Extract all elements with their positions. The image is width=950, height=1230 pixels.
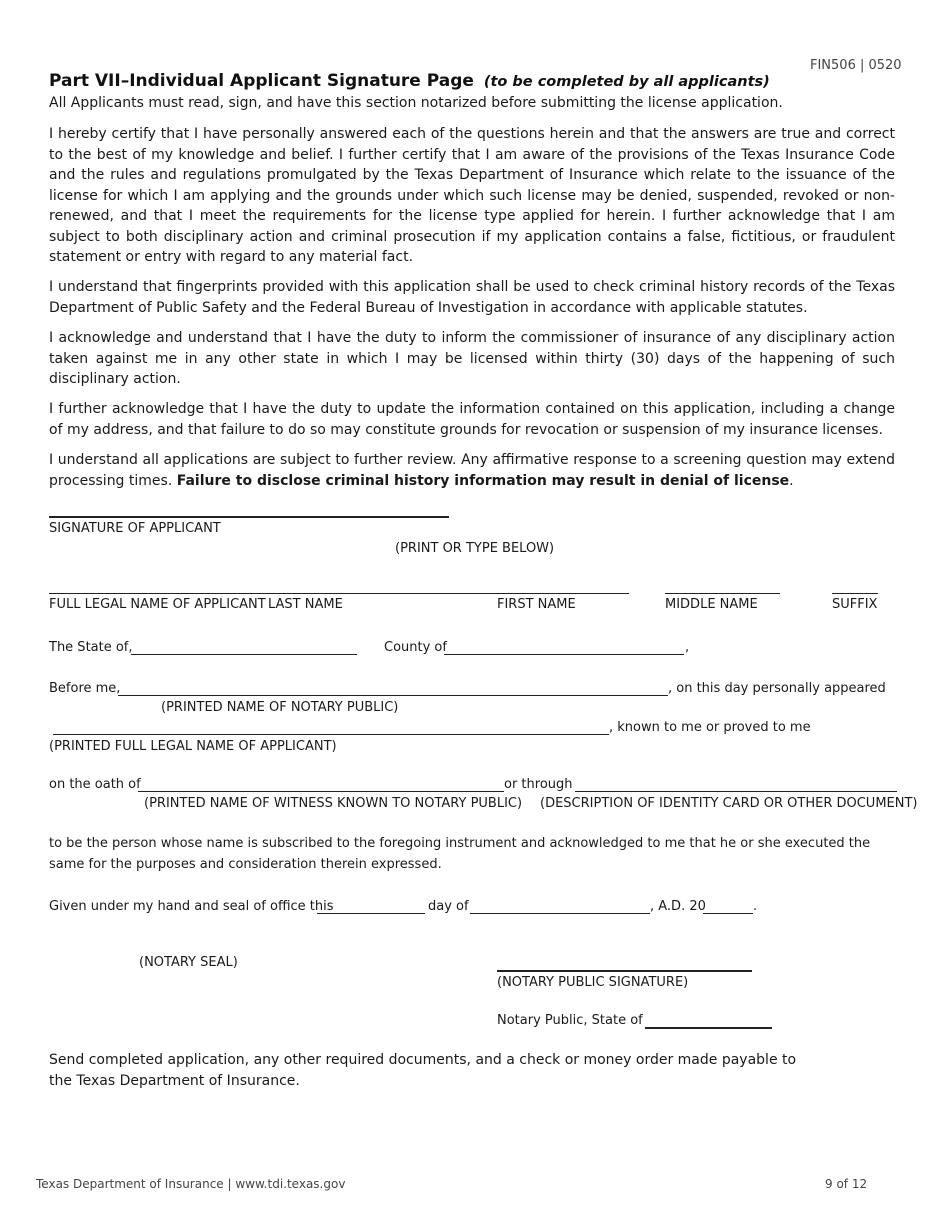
notary-signature-line[interactable] <box>497 970 752 972</box>
before-me-label: Before me, <box>49 681 121 696</box>
identity-document-line[interactable] <box>575 791 897 792</box>
applicant-printed-name-line[interactable] <box>53 734 609 735</box>
intro-text: All Applicants must read, sign, and have this section notarized before submitting the license application. <box>49 95 783 111</box>
appeared-text: , on this day personally appeared <box>668 681 886 696</box>
id-caption: (DESCRIPTION OF IDENTITY CARD OR OTHER DOCUMENT) <box>540 796 918 811</box>
paragraph-update: I further acknowledge that I have the duty to update the information contained on this application, including a change of my address, and that failure to do so may constitute grounds for revocation or suspension of my insurance licenses. <box>49 401 895 438</box>
page-title <box>49 71 770 91</box>
county-comma: , <box>685 640 690 655</box>
title-subtitle: (to be completed by all applicants) <box>483 74 770 90</box>
page-number: 9 of 12 <box>825 1177 868 1191</box>
notary-seal-label: (NOTARY SEAL) <box>139 955 238 970</box>
notary-signature-caption: (NOTARY PUBLIC SIGNATURE) <box>497 975 689 990</box>
paragraph-certify: I hereby certify that I have personally answered each of the questions herein and that the answers are true and correct to the best of my knowledge and belief. I further certify that I am aware of the provisions of the Texas Insurance Code and the rules and regulations promulgated by the Texas Department of Insurance which relate to the issuance of the license for which I am applying and the grounds under which such license may be denied, suspended, revoked or non-renewed, and that I meet the requirements for the license type applied for herein. I further acknowledge that I am subject to both disciplinary action and criminal prosecution if my application contains a false, fictitious, or fraudulent statement or entry with regard to any material fact. <box>49 126 895 265</box>
subscribed-text: to be the person whose name is subscribed to the foregoing instrument and acknowledged to me that he or she executed the same for the purposes and consideration therein expressed. <box>49 836 871 872</box>
or-through-label: or through <box>504 777 573 792</box>
day-of-text: day of <box>428 899 469 914</box>
given-text: Given under my hand and seal of office this <box>49 899 334 914</box>
paragraph-review <box>49 450 895 491</box>
middle-name-line[interactable] <box>665 593 780 594</box>
notary-name-line[interactable] <box>118 695 668 696</box>
witness-caption: (PRINTED NAME OF WITNESS KNOWN TO NOTARY PUBLIC) <box>144 796 523 811</box>
day-line[interactable] <box>317 913 425 914</box>
known-text: , known to me or proved to me <box>609 720 811 735</box>
first-name-label: FIRST NAME <box>497 597 576 612</box>
print-note: (PRINT OR TYPE BELOW) <box>395 541 555 556</box>
year-line[interactable] <box>703 913 753 914</box>
review-end: . <box>789 472 794 489</box>
name-label: FULL LEGAL NAME OF APPLICANT <box>49 597 266 612</box>
closing-text: Send completed application, any other required documents, and a check or money order made payable to the Texas Department of Insurance. <box>49 1052 797 1089</box>
form-id: FIN506 | 0520 <box>810 58 902 73</box>
applicant-signature-line[interactable] <box>49 516 449 518</box>
printed-applicant-caption: (PRINTED FULL LEGAL NAME OF APPLICANT) <box>49 739 337 754</box>
signature-label: SIGNATURE OF APPLICANT <box>49 521 221 536</box>
footer-org: Texas Department of Insurance | www.tdi.texas.gov <box>36 1177 346 1191</box>
witness-line[interactable] <box>138 791 504 792</box>
notary-state-label: Notary Public, State of <box>497 1013 643 1028</box>
last-first-name-line[interactable] <box>49 593 629 594</box>
ad-text: , A.D. 20 <box>650 899 706 914</box>
last-name-label: LAST NAME <box>268 597 343 612</box>
oath-of-label: on the oath of <box>49 777 141 792</box>
paragraph-disciplinary: I acknowledge and understand that I have the duty to inform the commissioner of insurance of any disciplinary action taken against me in any other state in which I may be licensed within thirty (30) days of the happening of such disciplinary action. <box>49 330 895 387</box>
review-text: I understand all applications are subject to further review. Any affirmative response to a screening question may extend processing times. <box>49 452 895 489</box>
notary-state-line[interactable] <box>645 1027 772 1029</box>
title-text: Part VII–Individual Applicant Signature Page <box>49 71 474 91</box>
suffix-label: SUFFIX <box>832 597 878 612</box>
state-label: The State of, <box>49 640 133 655</box>
suffix-line[interactable] <box>832 593 878 594</box>
county-label: County of <box>384 640 447 655</box>
state-line[interactable] <box>131 654 357 655</box>
month-line[interactable] <box>470 913 650 914</box>
middle-name-label: MIDDLE NAME <box>665 597 758 612</box>
county-line[interactable] <box>444 654 684 655</box>
ad-end: . <box>753 899 758 914</box>
paragraph-fingerprints: I understand that fingerprints provided with this application shall be used to check criminal history records of the Texas Department of Public Safety and the Federal Bureau of Investigation in accordance with applicable statutes. <box>49 279 895 316</box>
printed-notary-caption: (PRINTED NAME OF NOTARY PUBLIC) <box>161 700 399 715</box>
review-bold-text: Failure to disclose criminal history information may result in denial of license <box>176 472 790 489</box>
